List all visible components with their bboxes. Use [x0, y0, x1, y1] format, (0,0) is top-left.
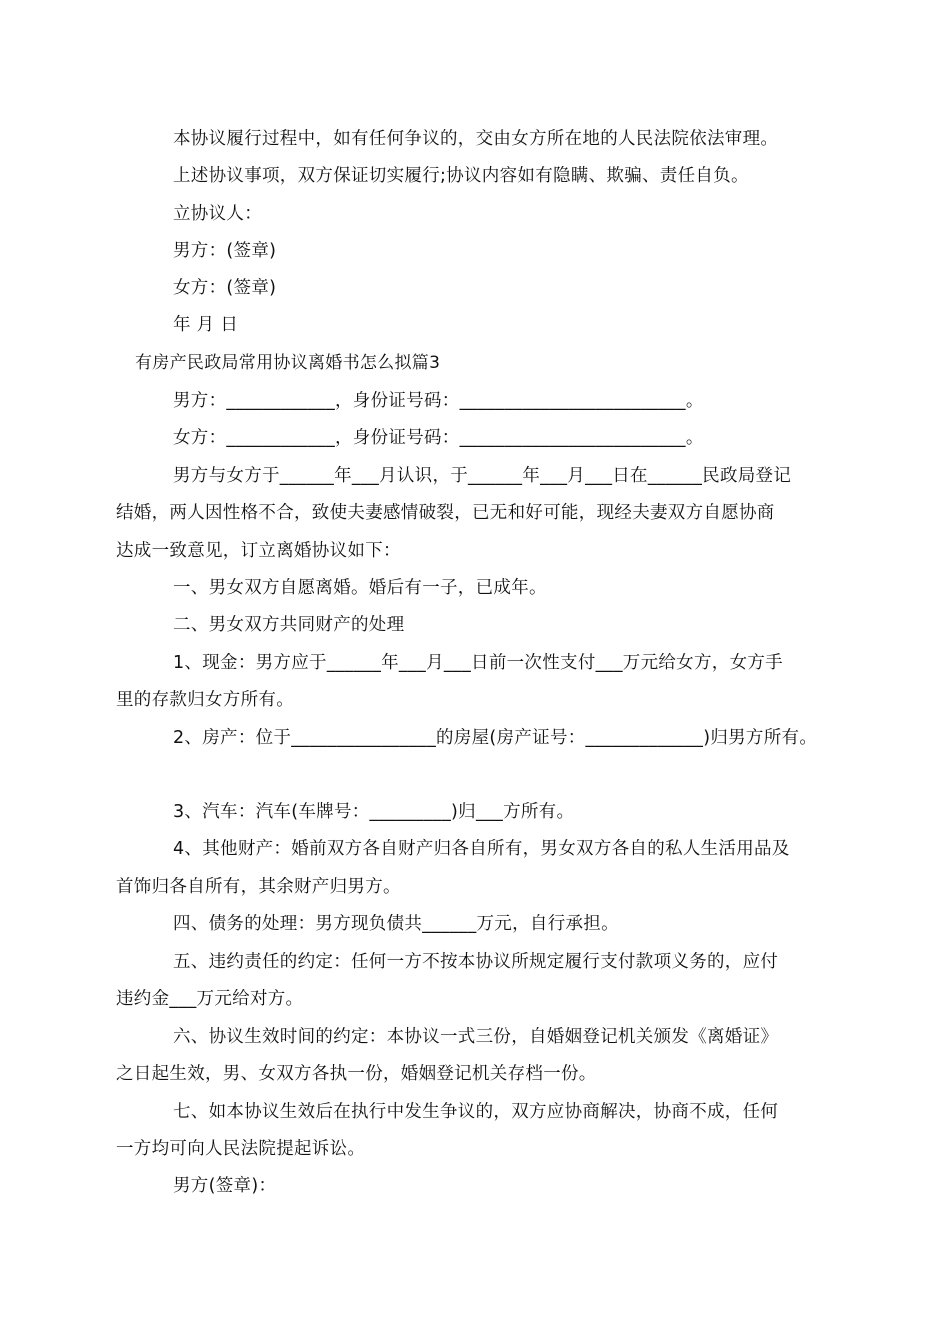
male-final-signature: 男方(签章)： — [173, 1176, 277, 1196]
marriage-info-line-2: 结婚，两人因性格不合，致使夫妻感情破裂，已无和好可能，现经夫妻双方自愿协商 — [116, 503, 775, 523]
signatories-label: 立协议人： — [173, 204, 262, 224]
property-clause: 2、房产：位于________________的房屋(房产证号：_____________)归男方所有。 — [173, 728, 818, 748]
marriage-info-line-1: 男方与女方于______年___月认识，于______年___月___日在______民政局登记 — [173, 466, 792, 486]
male-signature-line: 男方：(签章) — [173, 241, 277, 261]
female-id-line: 女方：____________，身份证号码：_________________________。 — [173, 428, 704, 448]
dispute-resolution-line-2: 一方均可向人民法院提起诉讼。 — [116, 1139, 366, 1159]
clause-2: 二、男女双方共同财产的处理 — [173, 615, 405, 635]
clause-1: 一、男女双方自愿离婚。婚后有一子，已成年。 — [173, 578, 547, 598]
other-property-line-1: 4、其他财产：婚前双方各自财产归各自所有，男女双方各自的私人生活用品及 — [173, 839, 790, 859]
cash-clause-line-1: 1、现金：男方应于______年___月___日前一次性支付___万元给女方，女方手 — [173, 653, 783, 673]
effect-clause-line-1: 六、协议生效时间的约定：本协议一式三份，自婚姻登记机关颁发《离婚证》 — [173, 1027, 779, 1047]
debt-clause: 四、债务的处理：男方现负债共______万元，自行承担。 — [173, 914, 619, 934]
breach-clause-line-2: 违约金___万元给对方。 — [116, 989, 304, 1009]
paragraph-dispute-clause: 本协议履行过程中，如有任何争议的，交由女方所在地的人民法院依法审理。 — [173, 129, 779, 149]
date-line: 年 月 日 — [173, 315, 239, 335]
male-id-line: 男方：____________，身份证号码：_________________________。 — [173, 391, 704, 411]
cash-clause-line-2: 里的存款归女方所有。 — [116, 690, 294, 710]
other-property-line-2: 首饰归各自所有，其余财产归男方。 — [116, 877, 401, 897]
section-heading: 有房产民政局常用协议离婚书怎么拟篇3 — [135, 353, 441, 373]
dispute-resolution-line-1: 七、如本协议生效后在执行中发生争议的，双方应协商解决，协商不成，任何 — [173, 1102, 779, 1122]
female-signature-line: 女方：(签章) — [173, 278, 277, 298]
marriage-info-line-3: 达成一致意见，订立离婚协议如下： — [116, 541, 401, 561]
car-clause: 3、汽车：汽车(车牌号：_________)归___方所有。 — [173, 802, 575, 822]
effect-clause-line-2: 之日起生效，男、女双方各执一份，婚姻登记机关存档一份。 — [116, 1064, 597, 1084]
breach-clause-line-1: 五、违约责任的约定：任何一方不按本协议所规定履行支付款项义务的，应付 — [173, 952, 779, 972]
paragraph-guarantee-clause: 上述协议事项，双方保证切实履行;协议内容如有隐瞒、欺骗、责任自负。 — [173, 166, 749, 186]
